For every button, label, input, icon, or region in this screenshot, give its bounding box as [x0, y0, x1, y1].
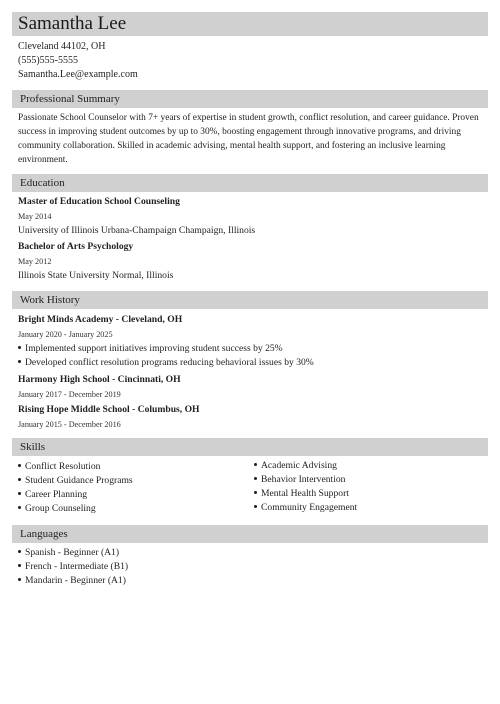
skills-header	[12, 438, 488, 456]
employment-dates: January 2017 - December 2019	[18, 390, 121, 399]
skills-title: Skills	[20, 441, 46, 453]
language-text: Spanish - Beginner (A1)	[25, 547, 120, 558]
name-header-bar	[12, 12, 488, 36]
list-item	[18, 489, 87, 501]
language-text: French - Intermediate (B1)	[25, 561, 129, 572]
employment-dates: January 2015 - December 2016	[18, 420, 121, 429]
list-item	[18, 503, 96, 515]
skill-text: Group Counseling	[25, 503, 96, 514]
list-item	[18, 343, 283, 355]
degree-date: May 2014	[18, 212, 52, 221]
skill-text: Mental Health Support	[261, 488, 349, 499]
bullet-icon	[18, 564, 21, 567]
list-item	[18, 475, 133, 487]
bullet-icon	[254, 477, 257, 480]
bullet-icon	[18, 346, 21, 349]
school-name: Illinois State University Normal, Illinois	[18, 270, 174, 281]
bullet-icon	[18, 360, 21, 363]
employer-title: Rising Hope Middle School - Columbus, OH	[18, 404, 200, 415]
bullet-icon	[18, 492, 21, 495]
list-item	[18, 357, 314, 369]
languages-title: Languages	[20, 528, 68, 540]
candidate-name: Samantha Lee	[18, 13, 127, 34]
list-item	[18, 461, 100, 473]
education-header	[12, 174, 488, 192]
skill-text: Community Engagement	[261, 502, 358, 513]
skill-text: Student Guidance Programs	[25, 475, 133, 486]
school-name: University of Illinois Urbana-Champaign Champaign, Illinois	[18, 225, 256, 236]
address: Cleveland 44102, OH	[18, 41, 106, 52]
phone: (555)555-5555	[18, 55, 78, 66]
bullet-icon	[254, 463, 257, 466]
email: Samantha.Lee@example.com	[18, 69, 138, 80]
education-title: Education	[20, 177, 65, 189]
employment-dates: January 2020 - January 2025	[18, 330, 113, 339]
bullet-icon	[18, 506, 21, 509]
bullet-text: Developed conflict resolution programs reducing behavioral issues by 30%	[25, 357, 314, 368]
language-text: Mandarin - Beginner (A1)	[25, 575, 126, 586]
bullet-icon	[18, 464, 21, 467]
bullet-text: Implemented support initiatives improving student success by 25%	[25, 343, 283, 354]
skill-text: Conflict Resolution	[25, 461, 101, 472]
list-item	[254, 474, 345, 486]
bullet-icon	[18, 550, 21, 553]
degree-title: Bachelor of Arts Psychology	[18, 241, 134, 252]
bullet-icon	[18, 578, 21, 581]
languages-header	[12, 525, 488, 543]
summary-header	[12, 90, 488, 108]
summary-text: Passionate School Counselor with 7+ years of expertise in student growth, conflict resolution, and career guidance. Proven success in improving student outcomes by up to 30%, boosting engagement through innovative programs, and driving community collaboration. Skilled in academic advising, mental health support, and fostering an inclusive learning environment.	[18, 113, 479, 165]
list-item	[254, 488, 349, 500]
list-item	[18, 547, 119, 559]
bullet-icon	[254, 491, 257, 494]
degree-title: Master of Education School Counseling	[18, 196, 180, 207]
work-header	[12, 291, 488, 309]
work-title: Work History	[20, 294, 80, 306]
skill-text: Academic Advising	[261, 460, 337, 471]
list-item	[18, 561, 128, 573]
contact-info	[18, 40, 138, 82]
employer-title: Harmony High School - Cincinnati, OH	[18, 374, 181, 385]
list-item	[254, 502, 357, 514]
bullet-icon	[254, 505, 257, 508]
degree-date: May 2012	[18, 257, 52, 266]
skill-text: Behavior Intervention	[261, 474, 346, 485]
list-item	[254, 460, 337, 472]
employer-title: Bright Minds Academy - Cleveland, OH	[18, 314, 183, 325]
list-item	[18, 575, 126, 587]
skill-text: Career Planning	[25, 489, 88, 500]
summary-title: Professional Summary	[20, 93, 120, 105]
bullet-icon	[18, 478, 21, 481]
